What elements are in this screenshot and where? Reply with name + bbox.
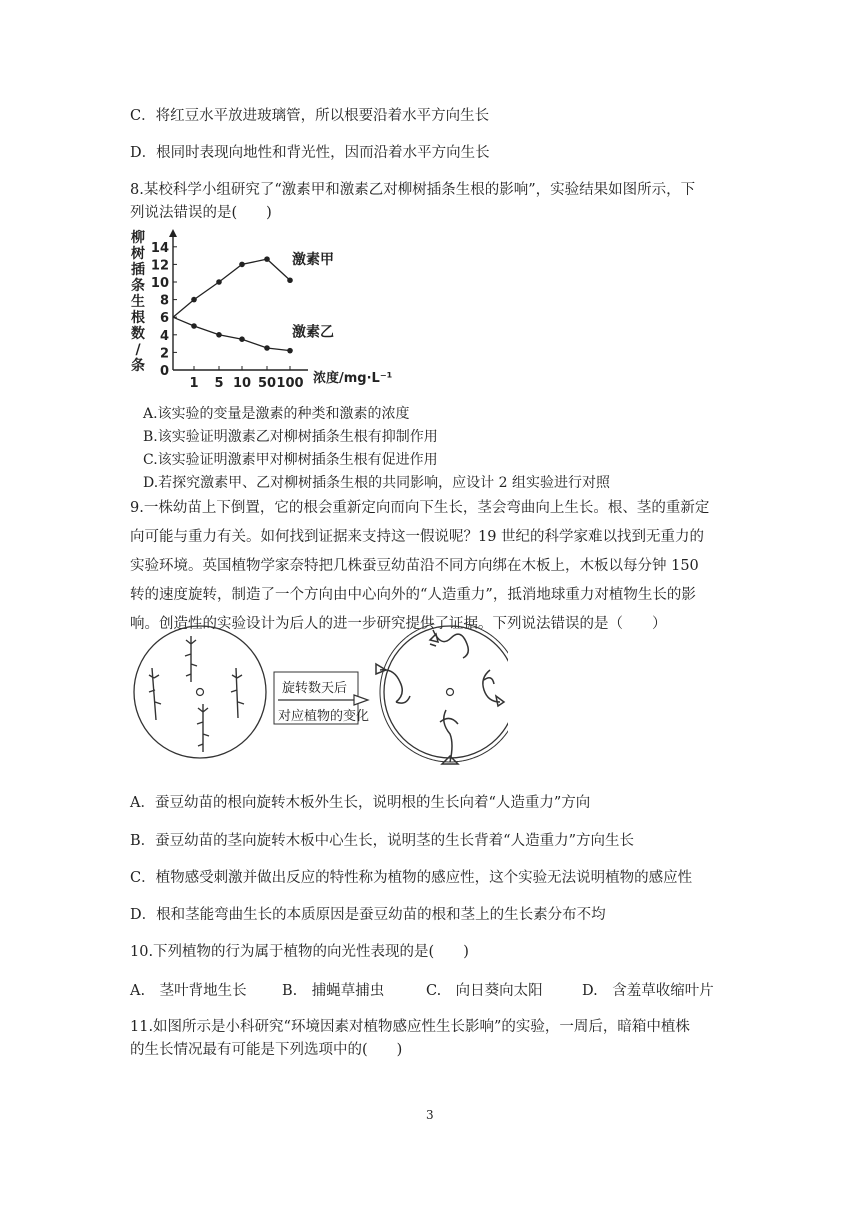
q11-stem-line-2: 的生长情况最有可能是下列选项中的( ) <box>130 1042 403 1058</box>
q9-stem-line: 9.一株幼苗上下倒置，它的根会重新定向而向下生长，茎会弯曲向上生长。根、茎的重新定 <box>130 500 710 516</box>
chart-series <box>173 251 334 353</box>
hormone-rooting-chart <box>128 228 418 396</box>
q10-choice-a: A. 茎叶背地生长 <box>130 983 247 999</box>
data-point <box>264 256 270 262</box>
y-axis-title-char: 数 <box>131 326 145 342</box>
y-axis-title-char: 条 <box>131 278 145 294</box>
q9-stem-line: 响。创造性的实验设计为后人的进一步研究提供了证据。下列说法错误的是（ ） <box>130 616 667 632</box>
y-tick-label: 8 <box>159 293 169 309</box>
data-point <box>287 348 293 354</box>
q7-option-d: D．根同时表现向地性和背光性，因而沿着水平方向生长 <box>130 145 490 161</box>
y-axis-title <box>131 229 145 374</box>
y-axis-title-char: 树 <box>131 246 145 262</box>
data-point <box>191 297 197 303</box>
series-line <box>173 317 290 350</box>
q9-stem-line: 向可能与重力有关。如何找到证据来支持这一假说呢？19 世纪的科学家难以找到无重力的 <box>130 529 705 545</box>
y-tick-label: 4 <box>159 328 169 344</box>
q9-option-a: A．蚕豆幼苗的根向旋转木板外生长，说明根的生长向着“人造重力”方向 <box>130 795 591 811</box>
x-tick-label: 100 <box>276 376 304 391</box>
q10-choice-d: D. 含羞草收缩叶片 <box>582 983 714 999</box>
q9-option-b: B．蚕豆幼苗的茎向旋转木板中心生长，说明茎的生长背着“人造重力”方向生长 <box>130 833 634 849</box>
y-axis-title-char: 条 <box>131 358 145 374</box>
q10-stem: 10.下列植物的行为属于植物的向光性表现的是( ) <box>130 944 469 960</box>
series-label: 激素乙 <box>292 324 334 341</box>
figure-label-change: 对应植物的变化 <box>278 709 370 724</box>
data-point <box>239 262 245 268</box>
series-label: 激素甲 <box>292 252 334 269</box>
q9-stem-line: 转的速度旋转，制造了一个方向由中心向外的“人造重力”，抵消地球重力对植物生长的影 <box>130 587 696 603</box>
rotation-arrow <box>274 672 369 724</box>
y-axis-title-char: / <box>135 342 141 358</box>
x-axis-title: 浓度/mg·L⁻¹ <box>313 371 393 386</box>
data-point <box>264 345 270 351</box>
y-axis-title-char: 生 <box>131 294 145 310</box>
q8-stem-line-2: 列说法错误的是( ) <box>130 205 272 221</box>
data-point <box>216 279 222 285</box>
q8-option-a: A.该实验的变量是激素的种类和激素的浓度 <box>143 406 410 422</box>
y-tick-label: 0 <box>159 364 169 379</box>
y-tick-label: 10 <box>150 276 169 291</box>
q10-choices <box>130 980 730 1002</box>
data-point <box>239 336 245 342</box>
board-after-rotation <box>376 624 508 764</box>
y-axis-title-char: 柳 <box>131 230 145 246</box>
rotating-board-figure <box>128 624 508 774</box>
q10-choice-c: C. 向日葵向太阳 <box>426 983 543 999</box>
data-point <box>287 277 293 283</box>
board-before-rotation <box>134 626 266 758</box>
y-tick-label: 12 <box>150 258 169 274</box>
x-tick-label: 5 <box>214 376 224 391</box>
x-tick-label: 50 <box>257 376 277 391</box>
q9-option-d: D．根和茎能弯曲生长的本质原因是蚕豆幼苗的根和茎上的生长素分布不均 <box>130 907 606 923</box>
x-tick-label: 1 <box>189 376 199 391</box>
x-tick-label: 10 <box>232 376 252 391</box>
q10-choice-b: B. 捕蝇草捕虫 <box>282 983 385 999</box>
y-tick-label: 2 <box>159 346 169 362</box>
q9-stem-line: 实验环境。英国植物学家奈特把几株蚕豆幼苗沿不同方向绑在木板上，木板以每分钟 150 <box>130 558 699 574</box>
q9-stem <box>130 494 730 639</box>
data-point <box>216 332 222 338</box>
figure-label-rotate: 旋转数天后 <box>282 681 348 696</box>
y-tick-label: 6 <box>159 311 169 327</box>
data-point <box>191 323 197 329</box>
page-number: 3 <box>426 1108 434 1122</box>
q8-option-d: D.若探究激素甲、乙对柳树插条生根的共同影响，应设计 2 组实验进行对照 <box>143 475 610 491</box>
q8-stem-line-1: 8.某校科学小组研究了“激素甲和激素乙对柳树插条生根的影响”，实验结果如图所示，下 <box>130 182 696 198</box>
q8-option-b: B.该实验证明激素乙对柳树插条生根有抑制作用 <box>143 429 438 445</box>
q9-option-c: C．植物感受刺激并做出反应的特性称为植物的感应性，这个实验无法说明植物的感应性 <box>130 870 693 886</box>
y-axis-title-char: 插 <box>131 262 145 278</box>
series-line <box>173 259 290 317</box>
q8-option-c: C.该实验证明激素甲对柳树插条生根有促进作用 <box>143 452 438 468</box>
q7-option-c: C．将红豆水平放进玻璃管，所以根要沿着水平方向生长 <box>130 108 490 124</box>
y-axis-title-char: 根 <box>131 310 145 326</box>
chart-axes <box>169 229 308 370</box>
y-axis-arrow <box>169 229 177 237</box>
y-tick-label: 14 <box>150 240 169 256</box>
q11-stem-line-1: 11.如图所示是小科研究“环境因素对植物感应性生长影响”的实验，一周后，暗箱中植株 <box>130 1019 690 1035</box>
